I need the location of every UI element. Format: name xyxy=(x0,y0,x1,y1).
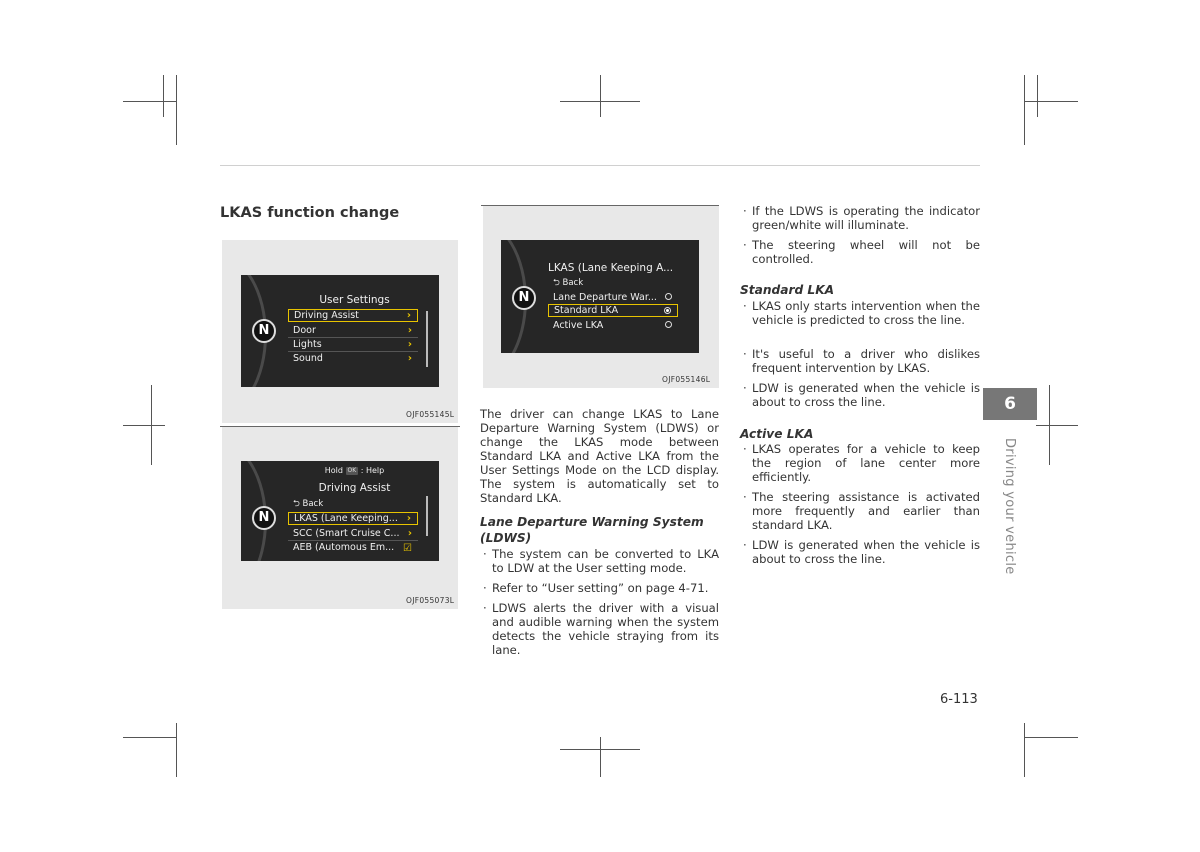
bullet-item: · It's useful to a driver who dislikes frequent intervention by LKAS. xyxy=(743,347,980,375)
menu-item: Lane Departure War... xyxy=(548,291,678,304)
bullet-item: · LKAS operates for a vehicle to keep the region of lane center more efficiently. xyxy=(743,442,980,484)
menu-item: AEB (Automous Em... ☑ xyxy=(293,542,412,554)
menu-item: SCC (Smart Cruise C... › xyxy=(293,528,412,539)
figure-driving-assist xyxy=(222,427,458,609)
screen-title: User Settings xyxy=(319,294,390,306)
bullet-item: · If the LDWS is operating the indicator green/white will illuminate. xyxy=(743,204,980,232)
back-arrow-icon: ⮌ xyxy=(553,278,560,288)
scrollbar xyxy=(426,496,428,536)
back-item: ⮌ Back xyxy=(293,499,324,509)
radio-icon xyxy=(665,321,672,328)
chapter-title: Driving your vehicle xyxy=(1002,438,1017,575)
bullet-item: · LKAS only starts intervention when the vehicle is predicted to cross the line. xyxy=(743,299,980,327)
bullet-item: · Refer to “User setting” on page 4-71. xyxy=(483,581,709,595)
gear-n-icon: N xyxy=(252,506,276,530)
menu-item: Driving Assist › xyxy=(288,309,418,322)
bullet-item: · The steering wheel will not be controlled. xyxy=(743,238,980,266)
figure-lkas-mode xyxy=(483,206,719,388)
figure-code: OJF055073L xyxy=(406,596,455,605)
bullet-item: · LDWS alerts the driver with a visual and audible warning when the system detects the vehicle straying from its lane. xyxy=(483,601,719,657)
chevron-right-icon: › xyxy=(407,528,412,539)
chapter-tab: 6 xyxy=(983,388,1037,420)
checkbox-icon: ☑ xyxy=(403,543,412,554)
chevron-right-icon: › xyxy=(406,310,411,321)
gear-n-icon: N xyxy=(512,286,536,310)
figure-code: OJF055146L xyxy=(662,375,711,384)
bullet-item: · The steering assistance is activated more frequently and earlier than standard LKA. xyxy=(743,490,980,532)
screen-title: Driving Assist xyxy=(318,482,391,494)
menu-item: Standard LKA xyxy=(548,304,678,317)
lcd-screen xyxy=(241,461,439,561)
bullet-item: · The system can be converted to LKA to LDW at the User setting mode. xyxy=(483,547,719,575)
menu-item: Door › xyxy=(293,325,412,336)
ldws-heading: Lane Departure Warning System (LDWS) xyxy=(480,515,704,545)
active-lka-heading: Active LKA xyxy=(740,427,814,441)
bullet-item: · LDW is generated when the vehicle is about to cross the line. xyxy=(743,538,980,566)
chevron-right-icon: › xyxy=(407,325,412,336)
menu-item: Sound › xyxy=(293,353,412,364)
help-hint: Hold OK : Help xyxy=(324,466,385,475)
bullet-item: · LDW is generated when the vehicle is about to cross the line. xyxy=(743,381,980,409)
lcd-screen xyxy=(501,240,699,353)
chevron-right-icon: › xyxy=(407,353,412,364)
header-rule xyxy=(220,165,980,166)
lcd-screen xyxy=(241,275,439,387)
intro-paragraph: The driver can change LKAS to Lane Departure Warning System (LDWS) or change the LKAS mode between Standard LKA and Active LKA from the User Settings Mode on the LCD display. The system is automatically set to Standard LKA. xyxy=(480,407,719,505)
menu-item: LKAS (Lane Keeping... › xyxy=(288,512,418,525)
gear-n-icon: N xyxy=(252,319,276,343)
scrollbar xyxy=(426,311,428,367)
chevron-right-icon: › xyxy=(407,339,412,350)
back-item: ⮌ Back xyxy=(553,278,584,288)
radio-icon xyxy=(665,293,672,300)
standard-lka-heading: Standard LKA xyxy=(740,283,835,297)
page-number: 6-113 xyxy=(940,692,978,707)
figure-user-settings xyxy=(222,240,458,423)
back-arrow-icon: ⮌ xyxy=(293,499,300,509)
screen-title: LKAS (Lane Keeping A... xyxy=(548,262,674,274)
menu-item: Lights › xyxy=(293,339,412,350)
radio-icon xyxy=(664,307,671,314)
section-heading: LKAS function change xyxy=(220,205,400,221)
menu-item: Active LKA xyxy=(548,319,678,332)
chevron-right-icon: › xyxy=(406,513,411,524)
figure-code: OJF055145L xyxy=(406,410,455,419)
